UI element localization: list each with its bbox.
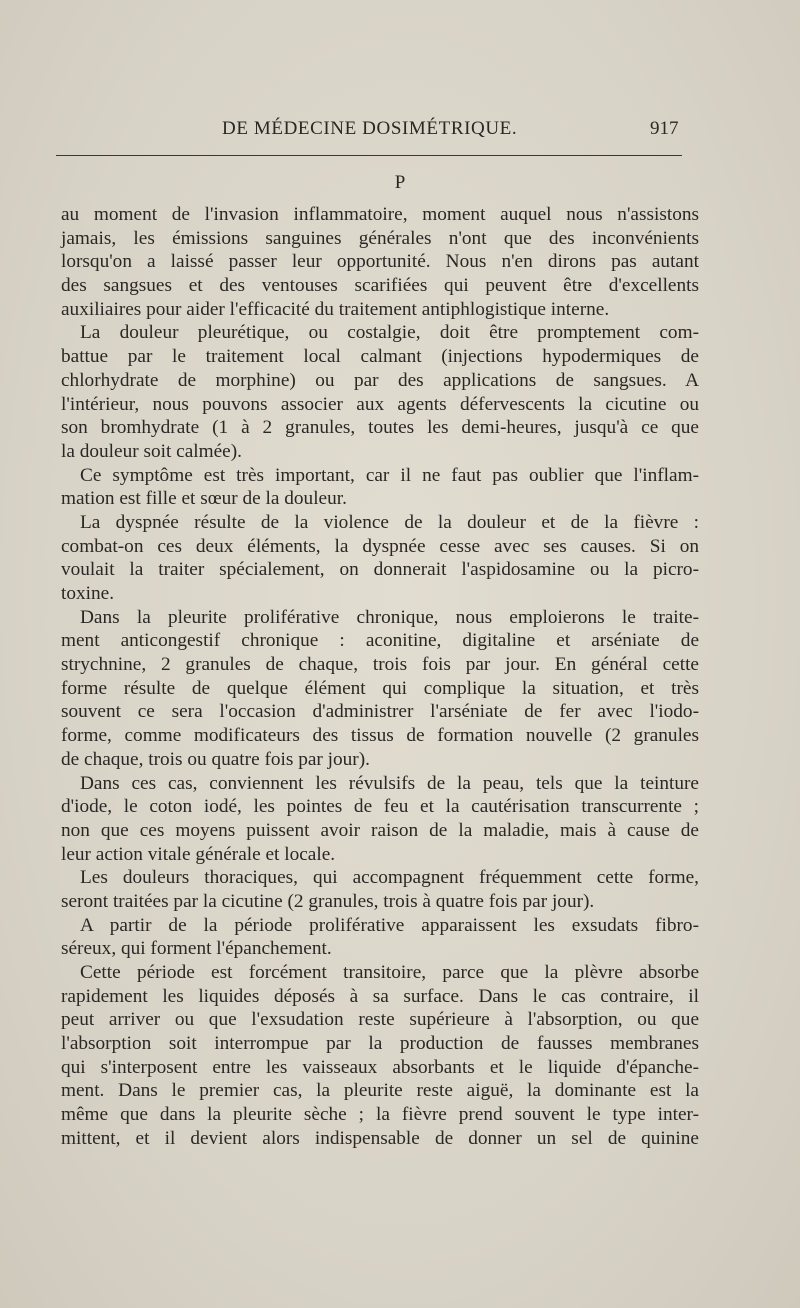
text-line: leur action vitale générale et locale. — [61, 843, 336, 865]
text-line: seront traitées par la cicutine (2 granules, trois à quatre fois par jour). — [61, 890, 595, 912]
text-line: toxine. — [61, 583, 115, 604]
text-line: La douleur pleurétique, ou costalgie, doit être promptement com- — [80, 322, 699, 344]
text-line: son bromhydrate (1 à 2 granules, toutes les demi-heures, jusqu'à ce que — [61, 417, 699, 439]
text-line: auxiliaires pour aider l'efficacité du traitement antiphlogistique interne. — [61, 298, 610, 320]
text-line: rapidement les liquides déposés à sa surface. Dans le cas contraire, il — [61, 985, 699, 1007]
text-line: d'iode, le coton iodé, les pointes de feu et la cautérisation transcurrente ; — [61, 796, 699, 818]
text-line: peut arriver ou que l'exsudation reste supérieure à l'absorption, ou que — [61, 1009, 699, 1031]
text-line: jamais, les émissions sanguines générales n'ont que des inconvénients — [61, 227, 699, 249]
text-line: lorsqu'on a laissé passer leur opportunité. Nous n'en dirons pas autant — [61, 251, 699, 273]
text-line: A partir de la période proliférative apparaissent les exsudats fibro- — [80, 914, 699, 936]
text-line: Dans la pleurite proliférative chronique, nous emploierons le traite- — [80, 606, 699, 628]
text-line: voulait la traiter spécialement, on donnerait l'aspidosamine ou la picro- — [61, 559, 699, 581]
text-line: Cette période est forcément transitoire, parce que la plèvre absorbe — [80, 962, 699, 983]
text-line: mation est fille et sœur de la douleur. — [61, 488, 347, 510]
page-number: 917 — [650, 118, 679, 139]
text-line: Les douleurs thoraciques, qui accompagnent fréquemment cette forme, — [80, 867, 699, 889]
text-line: La dyspnée résulte de la violence de la douleur et de la fièvre : — [80, 511, 699, 533]
text-line: de chaque, trois ou quatre fois par jour). — [61, 748, 370, 770]
text-line: forme résulte de quelque élément qui complique la situation, et très — [61, 677, 699, 699]
text-line: forme, comme modificateurs des tissus de formation nouvelle (2 granules — [61, 725, 699, 747]
text-line: des sangsues et des ventouses scarifiées qui peuvent être d'excellents — [61, 275, 699, 297]
text-line: ment anticongestif chronique : aconitine, digitaline et arséniate de — [61, 630, 699, 652]
text-line: ment. Dans le premier cas, la pleurite reste aiguë, la dominante est la — [61, 1080, 699, 1102]
body-text — [61, 203, 699, 1151]
text-line: qui s'interposent entre les vaisseaux absorbants et le liquide d'épanche- — [61, 1056, 699, 1078]
running-title: DE MÉDECINE DOSIMÉTRIQUE. — [222, 118, 518, 139]
text-line: Dans ces cas, conviennent les révulsifs de la peau, tels que la teinture — [80, 772, 699, 794]
text-line: au moment de l'invasion inflammatoire, moment auquel nous n'assistons — [61, 204, 699, 225]
header-rule — [56, 155, 682, 156]
text-line: même que dans la pleurite sèche ; la fièvre prend souvent le type inter- — [61, 1104, 699, 1126]
text-line: souvent ce sera l'occasion d'administrer l'arséniate de fer avec l'iodo- — [61, 701, 699, 723]
text-line: l'intérieur, nous pouvons associer aux agents défervescents la cicutine ou — [61, 393, 699, 415]
signature-mark: P — [394, 172, 406, 193]
text-line: l'absorption soit interrompue par la production de fausses membranes — [61, 1033, 699, 1055]
text-line: combat-on ces deux éléments, la dyspnée cesse avec ses causes. Si on — [61, 535, 699, 557]
text-line: mittent, et il devient alors indispensable de donner un sel de quinine — [61, 1127, 699, 1149]
text-line: strychnine, 2 granules de chaque, trois fois par jour. En général cette — [61, 654, 699, 676]
text-line: séreux, qui forment l'épanchement. — [61, 938, 332, 960]
text-line: chlorhydrate de morphine) ou par des applications de sangsues. A — [61, 369, 699, 391]
text-line: Ce symptôme est très important, car il ne faut pas oublier que l'inflam- — [80, 464, 699, 486]
text-line: battue par le traitement local calmant (injections hypodermiques de — [61, 346, 699, 368]
text-line: non que ces moyens puissent avoir raison de la maladie, mais à cause de — [61, 819, 699, 841]
text-line: la douleur soit calmée). — [61, 440, 242, 462]
running-head — [0, 118, 800, 148]
